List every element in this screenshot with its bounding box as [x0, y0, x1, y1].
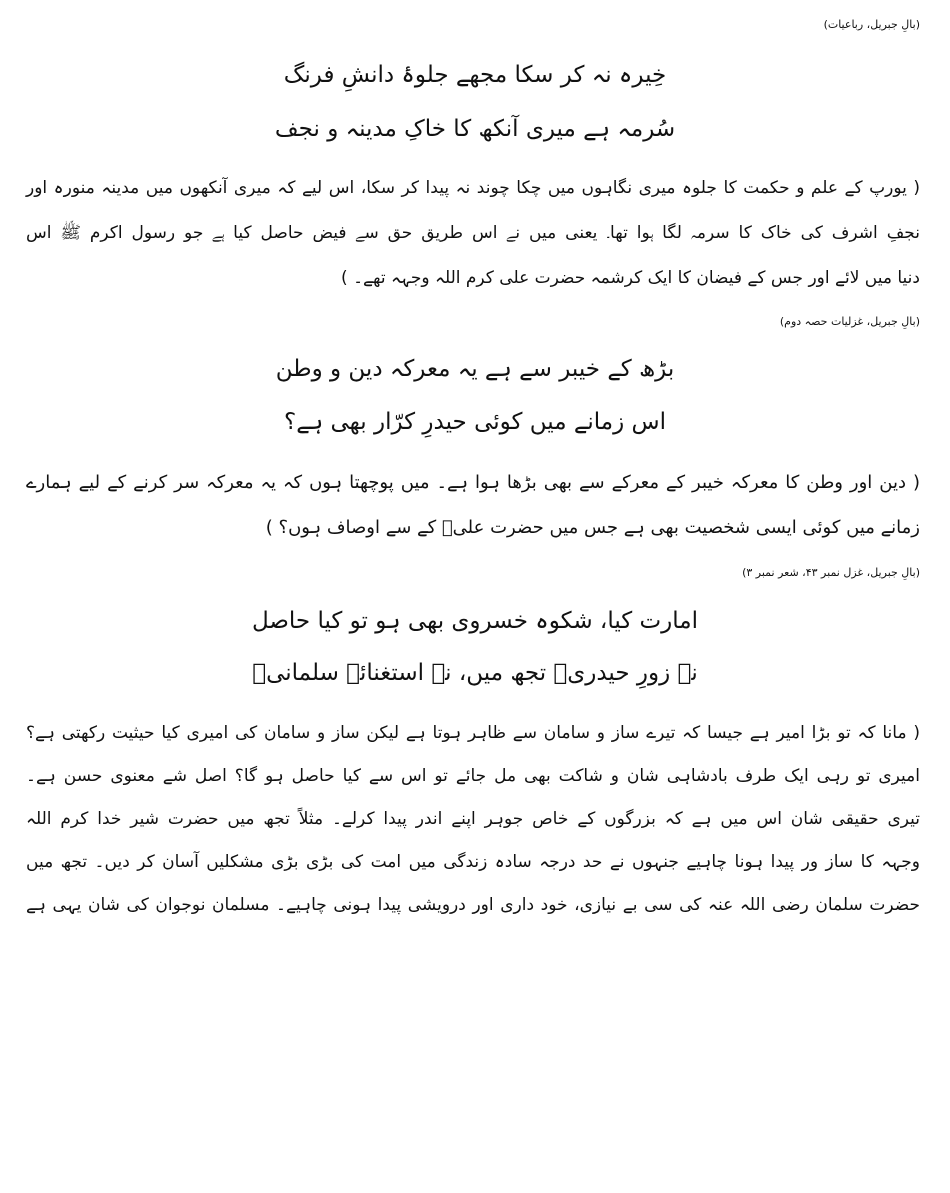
- couplet-line: امارت کیا، شکوہ خسروی بھی ہو تو کیا حاصل: [251, 608, 699, 634]
- prose-line: زمانے میں کوئی ایسی شخصیت بھی ہے جس میں حضرت علیؓ کے سے اوصاف ہوں؟ ): [265, 517, 920, 538]
- couplet-line: نہ زورِ حیدریؓ تجھ میں، نہ استغنائے سلمانیؓ: [252, 660, 698, 686]
- couplet-line: خِیرہ نہ کر سکا مجھے جلوۂ دانشِ فرنگ: [283, 62, 667, 88]
- source-note: (بالِ جبریل، رباعیات): [823, 18, 920, 31]
- prose-line: ( مانا کہ تو بڑا امیر ہے جیسا کہ تیرے ساز و سامان سے ظاہر ہوتا ہے لیکن ساز و سامان کی امیری کیا حیثیت رکھتی ہے؟: [26, 723, 920, 743]
- prose-line: ( یورپ کے علم و حکمت کا جلوہ میری نگاہوں میں چکا چوند نہ پیدا کر سکا، اس لیے کہ میری آنکھوں میں مدینہ منورہ اور: [26, 178, 920, 198]
- prose-paragraph: [26, 460, 920, 550]
- prose-paragraph: [26, 166, 920, 301]
- prose-line: دنیا میں لائے اور جس کے فیضان کا ایک کرشمہ حضرت علی کرم اللہ وجہہ تھے۔ ): [341, 268, 920, 288]
- prose-line: امیری تو رہی ایک طرف بادشاہی شان و شاکت بھی مل جائے تو اس سے کیا حاصل ہو گا؟ اصل شے معنوی حسن ہے۔: [26, 766, 920, 786]
- couplet-line: سُرمہ ہے میری آنکھ کا خاکِ مدینہ و نجف: [274, 116, 676, 142]
- prose-line: حضرت سلمان رضی اللہ عنہ کی سی بے نیازی، خود داری اور درویشی پیدا ہونی چاہیے۔ مسلمان نوجوان کی شان یہی ہے: [26, 895, 920, 915]
- couplet-line: بڑھ کے خیبر سے ہے یہ معرکہ دین و وطن: [275, 356, 675, 382]
- prose-line: تیری حقیقی شان اس میں ہے کہ بزرگوں کے خاص جوہر اپنے اندر پیدا کرلے۔ مثلاً تجھ میں حضرت شیر خدا کرم اللہ: [26, 809, 920, 829]
- couplet-line: اس زمانے میں کوئی حیدرِ کرّار بھی ہے؟: [284, 409, 666, 435]
- prose-line: وجہہ کا ساز ور پیدا ہونا چاہیے جنہوں نے حد درجہ سادہ زندگی میں امت کی بڑی بڑی مشکلیں آسان کر دیں۔ تجھ میں: [26, 852, 920, 872]
- source-note: (بالِ جبریل، غزلیات حصہ دوم): [779, 315, 920, 328]
- prose-line: نجفِ اشرف کی خاک کا سرمہ لگا ہوا تھا۔ یعنی میں نے اس طریق حق سے فیض حاصل کیا ہے جو رسول اکرم ﷺ اس: [26, 223, 920, 243]
- prose-line: ( دین اور وطن کا معرکہ خیبر کے معرکے سے بھی بڑھا ہوا ہے۔ میں پوچھتا ہوں کہ یہ معرکہ سر کرنے کے لیے ہمارے: [26, 472, 920, 493]
- prose-paragraph: [26, 712, 920, 927]
- source-note: (بالِ جبریل، غزل نمبر ۴۳، شعر نمبر ۳): [742, 566, 920, 579]
